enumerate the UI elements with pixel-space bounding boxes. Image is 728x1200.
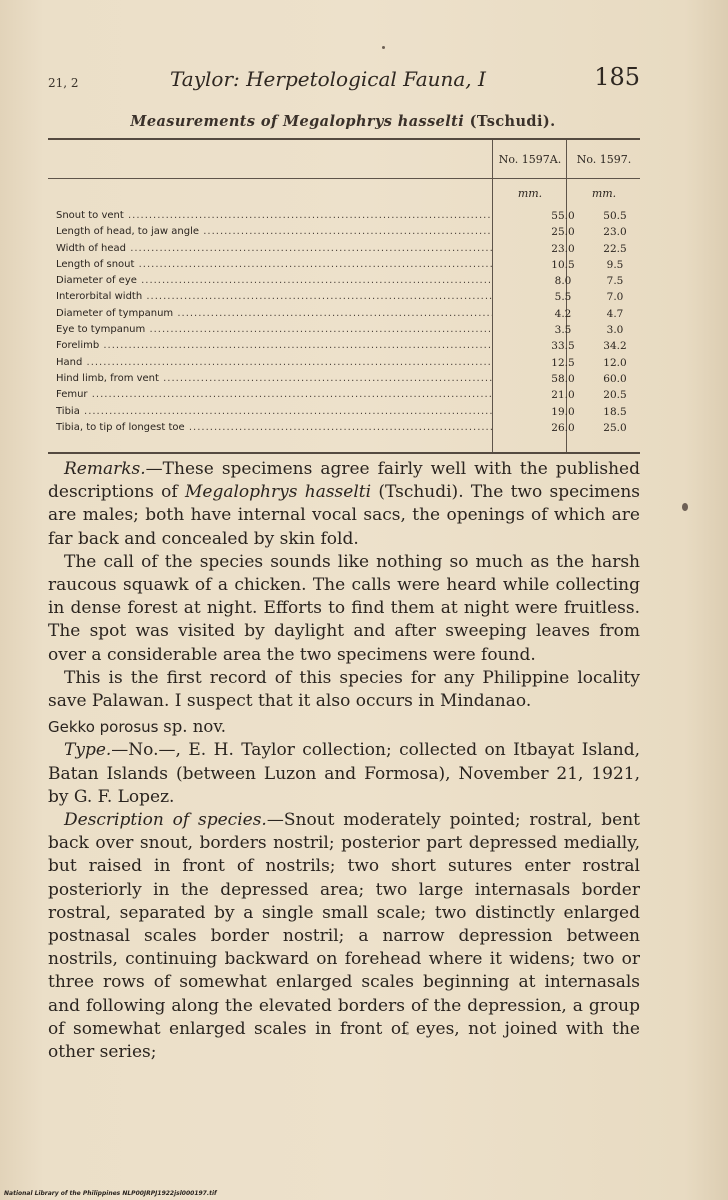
unit-label-1597a: mm. xyxy=(517,187,543,200)
value-1597: 20.5 xyxy=(603,389,627,402)
header-rule xyxy=(48,178,640,179)
call-paragraph: The call of the species sounds like nothing so much as the harsh raucous squawk of a chicken. The calls were heard while collecting in dense forest at night. Efforts to find them at night were fruitless. The spot was visited by daylight and after sweeping leaves from over a considerable area the two specimens were found. xyxy=(48,551,640,665)
table-row xyxy=(48,387,640,403)
description-label: Description of species. xyxy=(64,810,267,831)
volume-number: 21, 2 xyxy=(48,76,79,90)
value-1597: 12.0 xyxy=(603,356,627,369)
value-1597a: 26.0 xyxy=(551,421,575,434)
column-header-1597a: No. 1597A. xyxy=(498,153,562,166)
table-caption xyxy=(48,113,638,130)
speck-top xyxy=(382,46,385,49)
row-label: Diameter of tympanum ..... xyxy=(56,308,492,319)
value-1597: 60.0 xyxy=(603,372,627,385)
caption-species: Megalophrys hasselti xyxy=(283,113,465,130)
value-1597a: 5.5 xyxy=(554,291,572,304)
value-1597: 25.0 xyxy=(603,421,627,434)
table-row xyxy=(48,257,640,273)
table-row xyxy=(48,404,640,420)
row-label: Eye to tympanum ..... xyxy=(56,324,492,335)
page-header xyxy=(48,60,640,94)
row-label: Length of head, to jaw angle ..... xyxy=(56,226,492,237)
row-label: Femur ..... xyxy=(56,389,492,400)
value-1597: 4.7 xyxy=(606,307,624,320)
value-1597a: 25.0 xyxy=(551,226,575,239)
table-row xyxy=(48,355,640,371)
value-1597: 18.5 xyxy=(603,405,627,418)
speck-margin xyxy=(682,503,688,511)
row-label: Forelimb ..... xyxy=(56,340,492,351)
value-1597: 7.0 xyxy=(606,291,624,304)
row-label: Diameter of eye ..... xyxy=(56,275,492,286)
row-label: Interorbital width ..... xyxy=(56,291,492,302)
value-1597: 50.5 xyxy=(603,210,627,222)
running-title: Taylor: Herpetological Fauna, I xyxy=(170,67,486,91)
row-label: Snout to vent ..... xyxy=(56,210,492,221)
value-1597: 7.5 xyxy=(606,275,624,288)
row-label: Width of head ..... xyxy=(56,243,492,254)
table-row xyxy=(48,338,640,354)
value-1597a: 21.0 xyxy=(551,389,575,402)
type-paragraph: Type.—No.—, E. H. Taylor collection; collected on Itbayat Island, Batan Islands (between Luzon and Formosa), November 21, 1921, by G. F. Lopez. xyxy=(48,740,640,807)
value-1597a: 12.5 xyxy=(551,356,575,369)
table-row xyxy=(48,208,640,224)
value-1597: 22.5 xyxy=(603,242,627,255)
table-row xyxy=(48,224,640,240)
table-row xyxy=(48,241,640,257)
description-paragraph: Description of species.—Snout moderately pointed; rostral, bent back over snout, borders nostril; posterior part depressed medially, but raised in front of nostrils; two short sutures enter rostral posteriorly in the depressed area; two large internasals border rostral, separated by a single small scale; two distinctly enlarged postnasal scales border nostril; a narrow depression between nostrils, continuing backward on forehead where it widens; two or three rows of somewhat enlarged scales beginning at internasals and following along the elevated borders of the depression, a group of somewhat enlarged scales in front of eyes, not joined with the other series; xyxy=(48,810,641,1063)
table-row xyxy=(48,273,640,289)
value-1597a: 10.5 xyxy=(551,258,575,271)
table-rows xyxy=(48,208,640,436)
value-1597a: 58.0 xyxy=(551,372,575,385)
unit-label-1597: mm. xyxy=(591,187,617,200)
row-label: Tibia, to tip of longest toe ..... xyxy=(56,422,492,433)
caption-suffix: (Tschudi). xyxy=(464,113,556,130)
table-row xyxy=(48,371,640,387)
value-1597: 3.0 xyxy=(606,324,624,337)
row-label: Hind limb, from vent ..... xyxy=(56,373,492,384)
value-1597a: 3.5 xyxy=(554,324,572,337)
remarks-label: Remarks. xyxy=(64,459,146,479)
value-1597a: 19.0 xyxy=(551,405,575,418)
page-number: 185 xyxy=(594,63,640,91)
table-row xyxy=(48,420,640,436)
value-1597a: 55.0 xyxy=(551,210,575,222)
value-1597a: 33.5 xyxy=(551,340,575,353)
value-1597: 34.2 xyxy=(603,340,627,353)
table-row xyxy=(48,306,640,322)
type-label: Type. xyxy=(64,740,112,761)
body-text xyxy=(48,458,640,1064)
value-1597a: 4.2 xyxy=(554,307,572,320)
table-row xyxy=(48,289,640,305)
caption-prefix: Measurements of xyxy=(130,113,284,130)
record-paragraph: This is the first record of this species for any Philippine locality save Palawan. I suspect that it also occurs in Mindanao. xyxy=(48,667,640,712)
row-label: Hand ..... xyxy=(56,357,492,368)
scan-footer: National Library of the Philippines NLP00JRPJ1922jsl000197.tif xyxy=(4,1190,217,1197)
table-row xyxy=(48,322,640,338)
row-label: Tibia ..... xyxy=(56,406,492,417)
row-label: Length of snout ..... xyxy=(56,259,492,270)
value-1597: 9.5 xyxy=(606,258,624,271)
column-header-1597: No. 1597. xyxy=(576,153,632,166)
value-1597a: 8.0 xyxy=(554,275,572,288)
value-1597a: 23.0 xyxy=(551,242,575,255)
value-1597: 23.0 xyxy=(603,226,627,239)
species-heading: Gekko porosus sp. nov. xyxy=(48,717,226,737)
remarks-paragraph: Remarks.—These specimens agree fairly well with the published descriptions of Megalophrys hasselti (Tschudi). The two specimens are males; both have internal vocal sacs, the openings of which are far back and concealed by skin fold. xyxy=(48,459,640,549)
measurements-table xyxy=(48,138,640,454)
